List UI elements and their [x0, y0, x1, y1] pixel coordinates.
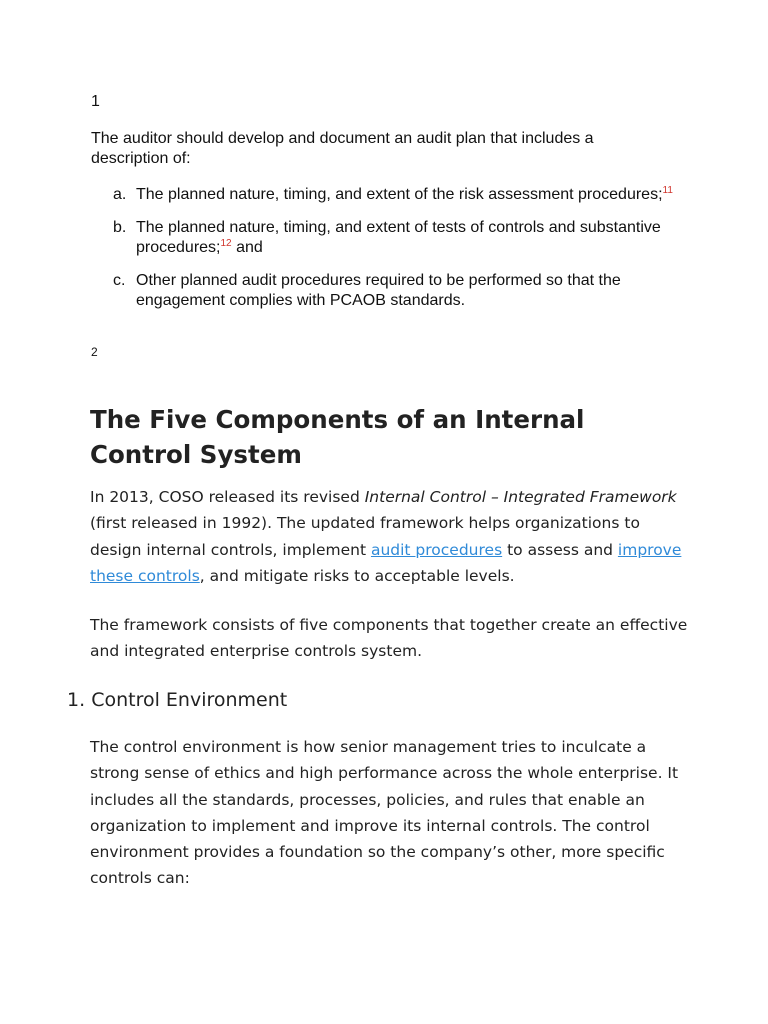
list-item [91, 271, 676, 311]
text-run: (first released in 1992). The updated framework helps organizations to design internal controls, implement [90, 514, 640, 559]
list-marker: c. [113, 272, 126, 289]
footnote-ref[interactable]: 12 [220, 238, 232, 249]
audit-procedures-link[interactable]: audit procedures [370, 540, 503, 559]
list-item-text: Other planned audit procedures required to be performed so that the engagement complies with PCAOB standards. [136, 272, 621, 309]
page-number-top: 1 [91, 93, 100, 110]
list-item-suffix: and [231, 239, 263, 256]
list-item [91, 218, 676, 258]
section-number: 1. [67, 689, 86, 711]
intro-paragraph: The auditor should develop and document an audit plan that includes a description of: [91, 130, 594, 167]
framework-name: Internal Control – Integrated Framework [364, 488, 677, 506]
coso-paragraph [90, 484, 690, 589]
list-item [91, 185, 676, 205]
list-marker: a. [113, 186, 127, 203]
text-run: , and mitigate risks to acceptable levels. [199, 566, 515, 585]
list-item-text: The planned nature, timing, and extent of tests of controls and substantive procedures; [136, 219, 661, 256]
audit-plan-list [91, 185, 691, 324]
control-environment-paragraph: The control environment is how senior management tries to inculcate a strong sense of ethics and high performance across the whole enterprise. It includes all the standards, processes, policies, and rules that enable an organization to implement and improve its internal controls. The control environment provides a foundation so the company’s other, more specific controls can: [90, 738, 679, 888]
page-number-bottom: 2 [91, 345, 98, 359]
list-marker: b. [113, 219, 127, 236]
list-item-text: The planned nature, timing, and extent of the risk assessment procedures; [136, 186, 663, 203]
improve-controls-link[interactable]: improve these controls [90, 540, 682, 585]
section-heading-control-environment [67, 686, 287, 714]
footnote-ref[interactable]: 11 [662, 185, 673, 196]
section-title: Control Environment [91, 689, 288, 711]
article-title: The Five Components of an Internal Control System [90, 405, 585, 469]
text-run: In 2013, COSO released its revised [90, 488, 365, 506]
text-run: to assess and [502, 540, 618, 559]
framework-paragraph: The framework consists of five components that together create an effective and integrated enterprise controls system. [90, 616, 688, 661]
